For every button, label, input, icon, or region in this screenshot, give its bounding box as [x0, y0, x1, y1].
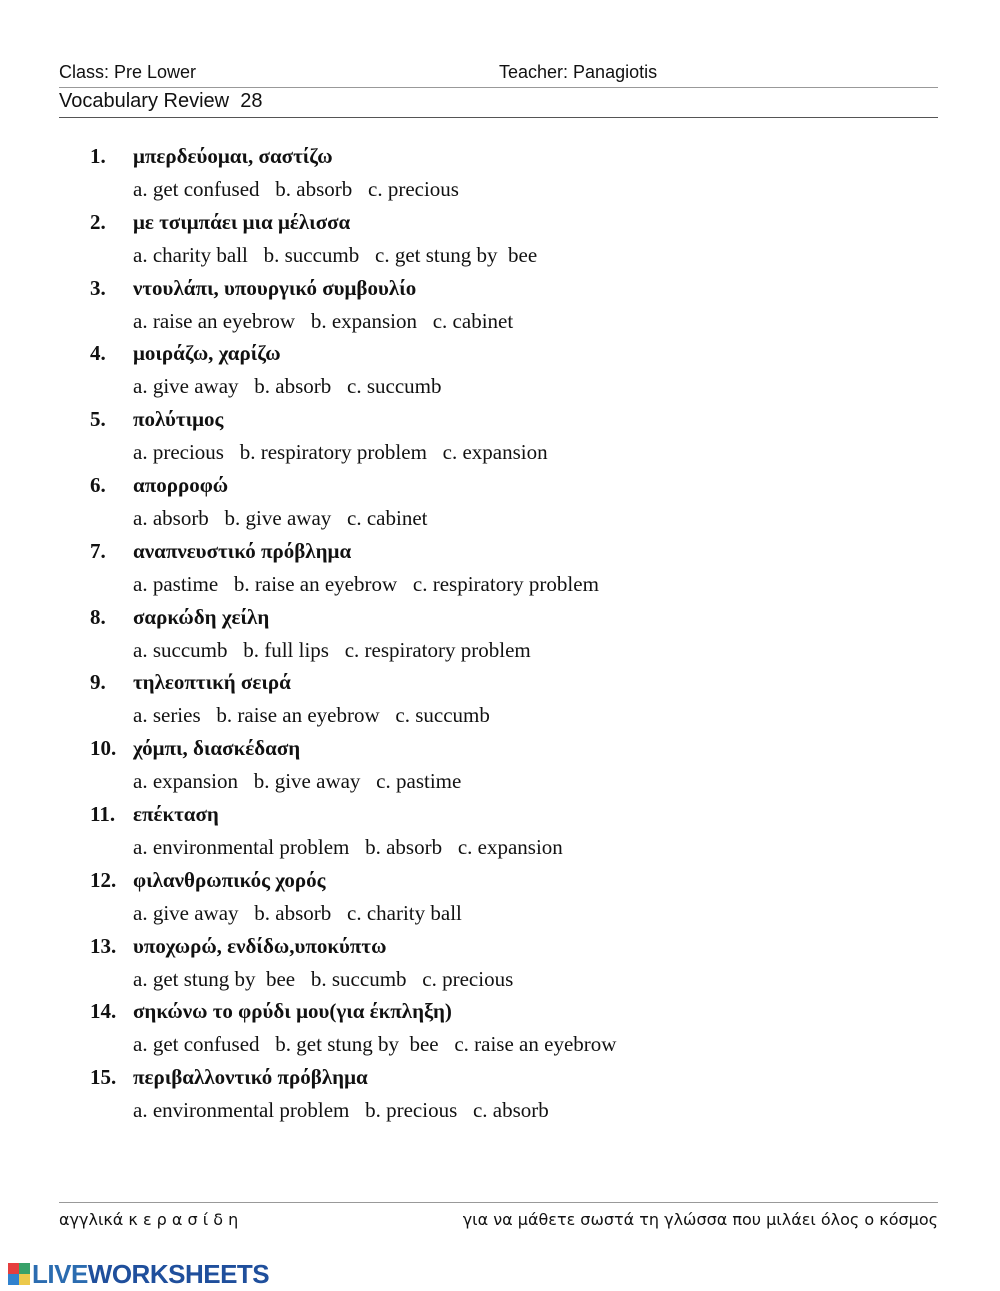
question-term: περιβαλλοντικό πρόβλημα [133, 1065, 368, 1090]
question-number: 7. [90, 538, 106, 563]
question-number: 10. [90, 736, 117, 761]
question-options[interactable]: a. pastime b. raise an eyebrow c. respiratory problem [133, 571, 599, 596]
header-divider [59, 87, 938, 88]
question-term: επέκταση [133, 801, 219, 826]
question-term: φιλανθρωπικός χορός [133, 867, 326, 892]
question-number: 14. [90, 999, 117, 1024]
question-term: χόμπι, διασκέδαση [133, 736, 301, 761]
liveworksheets-logo[interactable] [8, 1260, 269, 1288]
brand-text [32, 1260, 269, 1288]
question-options[interactable]: a. give away b. absorb c. charity ball [133, 900, 462, 925]
question-options[interactable]: a. succumb b. full lips c. respiratory problem [133, 637, 531, 662]
question-options[interactable]: a. charity ball b. succumb c. get stung by bee [133, 242, 538, 267]
question-number: 1. [90, 144, 106, 168]
question-term: ντουλάπι, υπουργικό συμβουλίο [133, 275, 417, 300]
question-number: 4. [90, 341, 106, 366]
question-item [0, 866, 1000, 932]
question-options[interactable]: a. precious b. respiratory problem c. expansion [133, 440, 548, 465]
logo-square [19, 1274, 30, 1285]
brand-text-worksheets: WORKSHEETS [87, 1259, 270, 1289]
logo-square [19, 1263, 30, 1274]
question-term: σαρκώδη χείλη [133, 604, 270, 629]
question-item [0, 471, 1000, 537]
question-term: πολύτιμος [133, 407, 224, 432]
question-item [0, 997, 1000, 1063]
title-divider [59, 117, 938, 118]
footer-divider [59, 1202, 938, 1203]
question-number: 5. [90, 407, 106, 432]
question-item [0, 800, 1000, 866]
teacher-label: Teacher: Panagiotis [499, 62, 658, 82]
question-options[interactable]: a. get confused b. get stung by bee c. raise an eyebrow [133, 1032, 617, 1057]
liveworksheets-logo-icon [8, 1263, 30, 1285]
question-term: απορροφώ [133, 472, 229, 497]
question-term: σηκώνω το φρύδι μου(για έκπληξη) [133, 999, 452, 1024]
question-number: 11. [90, 801, 116, 826]
question-item [0, 208, 1000, 274]
question-number: 12. [90, 867, 117, 892]
question-item [0, 603, 1000, 669]
question-item [0, 537, 1000, 603]
question-number: 13. [90, 933, 117, 958]
question-term: με τσιμπάει μια μέλισσα [133, 209, 351, 234]
question-options[interactable]: a. get stung by bee b. succumb c. precious [133, 966, 514, 991]
question-item [0, 405, 1000, 471]
question-term: μοιράζω, χαρίζω [133, 341, 281, 366]
question-number: 9. [90, 670, 106, 695]
question-term: υποχωρώ, ενδίδω,υποκύπτω [133, 933, 387, 958]
question-options[interactable]: a. absorb b. give away c. cabinet [133, 505, 428, 530]
logo-square [8, 1274, 19, 1285]
question-list [0, 142, 1000, 1129]
question-number: 8. [90, 604, 106, 629]
question-item [0, 668, 1000, 734]
page-title: Vocabulary Review 28 [59, 90, 263, 112]
question-options[interactable]: a. series b. raise an eyebrow c. succumb [133, 703, 490, 728]
footer-right-text: για να μάθετε σωστά τη γλώσσα που μιλάει όλος ο κόσμος [462, 1210, 938, 1229]
question-options[interactable]: a. get confused b. absorb c. precious [133, 177, 459, 201]
question-item [0, 339, 1000, 405]
question-term: μπερδεύομαι, σαστίζω [133, 144, 333, 168]
question-item [0, 1063, 1000, 1129]
question-options[interactable]: a. raise an eyebrow b. expansion c. cabinet [133, 308, 514, 333]
question-number: 2. [90, 209, 106, 234]
question-item [0, 142, 1000, 208]
question-term: τηλεοπτική σειρά [133, 670, 291, 695]
footer-left-text: αγγλικά κ ε ρ α σ ί δ η [59, 1210, 239, 1229]
question-item [0, 734, 1000, 800]
question-number: 3. [90, 275, 106, 300]
question-number: 6. [90, 472, 106, 497]
question-options[interactable]: a. give away b. absorb c. succumb [133, 374, 442, 399]
brand-text-live: LIVE [32, 1259, 88, 1289]
question-number: 15. [90, 1065, 117, 1090]
question-term: αναπνευστικό πρόβλημα [133, 538, 352, 563]
class-label: Class: Pre Lower [59, 62, 197, 82]
question-item [0, 932, 1000, 998]
question-options[interactable]: a. expansion b. give away c. pastime [133, 769, 462, 794]
page-header [59, 62, 938, 84]
logo-square [8, 1263, 19, 1274]
question-options[interactable]: a. environmental problem b. precious c. absorb [133, 1098, 549, 1123]
question-options[interactable]: a. environmental problem b. absorb c. expansion [133, 834, 563, 859]
question-item [0, 274, 1000, 340]
